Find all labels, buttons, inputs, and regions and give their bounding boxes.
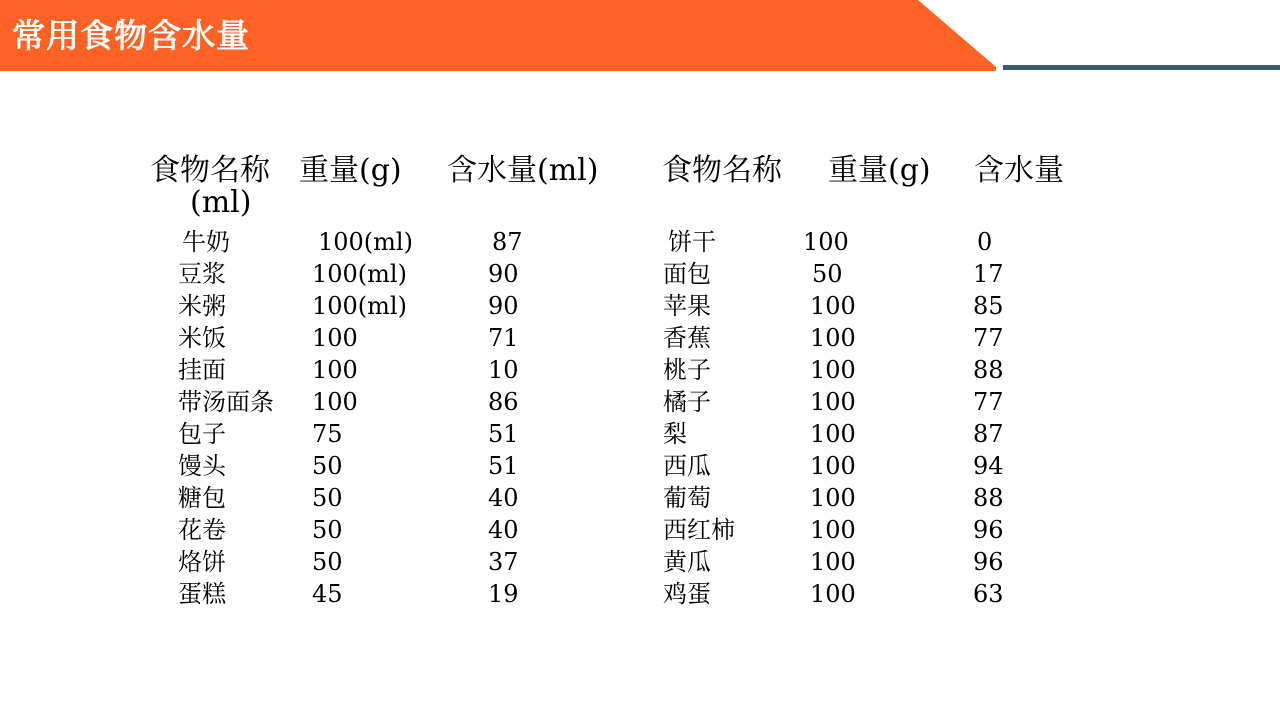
right-weight-cell: 100 [810, 324, 856, 352]
right-water-cell: 96 [973, 548, 1004, 576]
right-header-water: 含水量 [974, 153, 1064, 188]
left-weight-cell: 100 [312, 388, 358, 416]
left-water-cell: 86 [488, 388, 519, 416]
left-water-cell: 10 [488, 356, 519, 384]
right-water-cell: 0 [977, 228, 993, 256]
left-food-name-cell: 挂面 [178, 356, 226, 384]
left-weight-cell: 75 [312, 420, 343, 448]
left-weight-cell: 100(ml) [318, 228, 413, 256]
left-header-weight: 重量(g) [299, 153, 402, 188]
left-weight-cell: 50 [312, 516, 343, 544]
left-food-name-cell: 豆浆 [178, 260, 226, 288]
right-food-name-cell: 香蕉 [663, 324, 711, 352]
right-water-cell: 85 [973, 292, 1004, 320]
left-water-cell: 90 [488, 260, 519, 288]
right-food-name-cell: 饼干 [668, 228, 716, 256]
right-food-name-cell: 苹果 [663, 292, 711, 320]
right-water-cell: 77 [973, 324, 1004, 352]
right-food-name-cell: 葡萄 [663, 484, 711, 512]
right-water-cell: 94 [973, 452, 1004, 480]
left-weight-cell: 100(ml) [312, 260, 407, 288]
left-weight-cell: 100 [312, 324, 358, 352]
left-water-cell: 71 [488, 324, 519, 352]
right-food-name-cell: 黄瓜 [663, 548, 711, 576]
page-title: 常用食物含水量 [12, 16, 250, 55]
right-header-name: 食物名称 [662, 153, 782, 188]
right-weight-cell: 100 [810, 356, 856, 384]
right-weight-cell: 100 [810, 580, 856, 608]
left-weight-cell: 45 [312, 580, 343, 608]
right-water-cell: 77 [973, 388, 1004, 416]
right-weight-cell: 100 [810, 420, 856, 448]
left-food-name-cell: 包子 [178, 420, 226, 448]
left-weight-cell: 100 [312, 356, 358, 384]
left-weight-cell: 50 [312, 452, 343, 480]
left-food-name-cell: 带汤面条 [178, 388, 274, 416]
left-header-name: 食物名称 [150, 153, 270, 188]
right-header-weight: 重量(g) [828, 153, 931, 188]
right-weight-cell: 50 [812, 260, 843, 288]
right-weight-cell: 100 [803, 228, 849, 256]
right-food-name-cell: 鸡蛋 [663, 580, 711, 608]
left-weight-cell: 100(ml) [312, 292, 407, 320]
left-header-water: 含水量(ml) [447, 153, 599, 188]
left-water-cell: 19 [488, 580, 519, 608]
title-rule [1003, 65, 1280, 70]
right-water-cell: 88 [973, 356, 1004, 384]
right-food-name-cell: 桃子 [663, 356, 711, 384]
left-food-name-cell: 蛋糕 [178, 580, 226, 608]
right-food-name-cell: 西瓜 [663, 452, 711, 480]
right-water-cell: 96 [973, 516, 1004, 544]
right-water-cell: 88 [973, 484, 1004, 512]
title-banner [0, 0, 1000, 71]
left-water-cell: 51 [488, 420, 519, 448]
left-food-name-cell: 米饭 [178, 324, 226, 352]
right-water-cell: 87 [973, 420, 1004, 448]
left-food-name-cell: 米粥 [178, 292, 226, 320]
right-food-name-cell: 西红柿 [663, 516, 735, 544]
right-food-name-cell: 面包 [663, 260, 711, 288]
left-weight-cell: 50 [312, 548, 343, 576]
right-food-name-cell: 梨 [663, 420, 687, 448]
left-food-name-cell: 牛奶 [182, 228, 230, 256]
left-water-cell: 40 [488, 484, 519, 512]
left-food-name-cell: 馒头 [178, 452, 226, 480]
right-weight-cell: 100 [810, 516, 856, 544]
left-food-name-cell: 花卷 [178, 516, 226, 544]
left-water-cell: 90 [488, 292, 519, 320]
left-water-cell: 87 [492, 228, 523, 256]
right-water-cell: 63 [973, 580, 1004, 608]
right-weight-cell: 100 [810, 388, 856, 416]
left-water-cell: 40 [488, 516, 519, 544]
left-water-cell: 51 [488, 452, 519, 480]
left-header-unit-wrap: (ml) [190, 185, 252, 220]
left-food-name-cell: 烙饼 [178, 548, 226, 576]
right-water-cell: 17 [973, 260, 1004, 288]
right-weight-cell: 100 [810, 548, 856, 576]
right-weight-cell: 100 [810, 452, 856, 480]
right-weight-cell: 100 [810, 292, 856, 320]
right-food-name-cell: 橘子 [663, 388, 711, 416]
left-water-cell: 37 [488, 548, 519, 576]
left-weight-cell: 50 [312, 484, 343, 512]
right-weight-cell: 100 [810, 484, 856, 512]
left-food-name-cell: 糖包 [178, 484, 226, 512]
